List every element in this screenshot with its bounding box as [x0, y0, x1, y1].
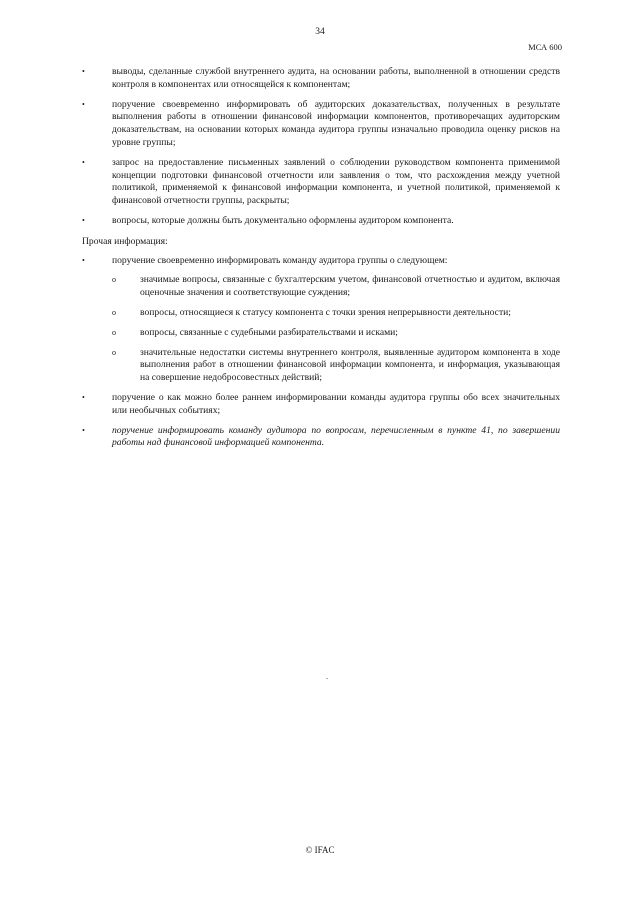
list-item	[82, 157, 560, 208]
list-item-text: вопросы, которые должны быть документально оформлены аудитором компонента.	[112, 214, 454, 226]
circle-bullet-icon: o	[112, 347, 116, 357]
bullet-icon: •	[82, 99, 85, 109]
list-item-italic	[82, 425, 560, 451]
list-item-text: поручение своевременно информировать об аудиторских доказательствах, полученных в результате выполнения работы в отношении финансовой информации компонентов, противоречащих аудиторским доказательствам, на основании которых команда аудитора группы изначально проводила оценку рисков на уровне группы;	[112, 98, 560, 148]
list-item-text: выводы, сделанные службой внутреннего аудита, на основании работы, выполненной в отношении средств контроля в компонентах или относящейся к компонентам;	[112, 66, 560, 90]
sub-list-item	[82, 327, 560, 340]
page-number: 34	[315, 27, 325, 37]
sub-list-item	[82, 274, 560, 300]
section-heading: Прочая информация:	[82, 235, 168, 247]
bullet-icon: •	[82, 157, 85, 167]
circle-bullet-icon: o	[112, 327, 116, 337]
sub-list-item	[82, 347, 560, 385]
stray-mark: .	[326, 672, 328, 681]
list-item	[82, 255, 560, 268]
list-item-text: запрос на предоставление письменных заявлений о соблюдении руководством компонента применимой концепции подготовки финансовой отчетности или заявления о том, что расхождения между учетной политикой, применяемой к финансовой информации компонента, и учетной политикой, применяемой к финансовой отчетности группы, раскрыты;	[112, 156, 560, 207]
sub-list-item-text: вопросы, относящиеся к статусу компонента с точки зрения непрерывности деятельности;	[140, 306, 511, 318]
circle-bullet-icon: o	[112, 307, 116, 317]
list-item	[82, 66, 560, 92]
list-item	[82, 392, 560, 418]
list-item-text: поручение информировать команду аудитора по вопросам, перечисленным в пункте 41, по завершении работы над финансовой информацией компонента.	[112, 424, 560, 449]
document-body	[82, 66, 560, 457]
bullet-icon: •	[82, 67, 85, 76]
bullet-icon: •	[82, 425, 85, 435]
sub-list-item-text: вопросы, связанные с судебными разбирательствами и исками;	[140, 326, 398, 338]
sub-list-item	[82, 307, 560, 320]
list-item-text: поручение о как можно более раннем информировании команды аудитора группы обо всех значительных или необычных событиях;	[112, 391, 560, 416]
list-item	[82, 215, 560, 228]
circle-bullet-icon: o	[112, 275, 116, 285]
bullet-icon: •	[82, 215, 85, 225]
list-item	[82, 99, 560, 150]
bullet-icon: •	[82, 255, 85, 265]
list-item-text: поручение своевременно информировать команду аудитора группы о следующем:	[112, 254, 448, 266]
copyright-footer: © IFAC	[305, 845, 335, 855]
sub-list-item-text: значительные недостатки системы внутреннего контроля, выявленные аудитором компонента в ходе выполнения работ в отношении финансовой информации компонента, и информация, указывающая на совершение недобросовестных действий;	[140, 346, 560, 384]
bullet-icon: •	[82, 392, 85, 402]
document-code: МСА 600	[528, 42, 562, 52]
sub-list-item-text: значимые вопросы, связанные с бухгалтерским учетом, финансовой отчетностью и аудитом, включая оценочные значения и соответствующие суждения;	[140, 274, 560, 299]
